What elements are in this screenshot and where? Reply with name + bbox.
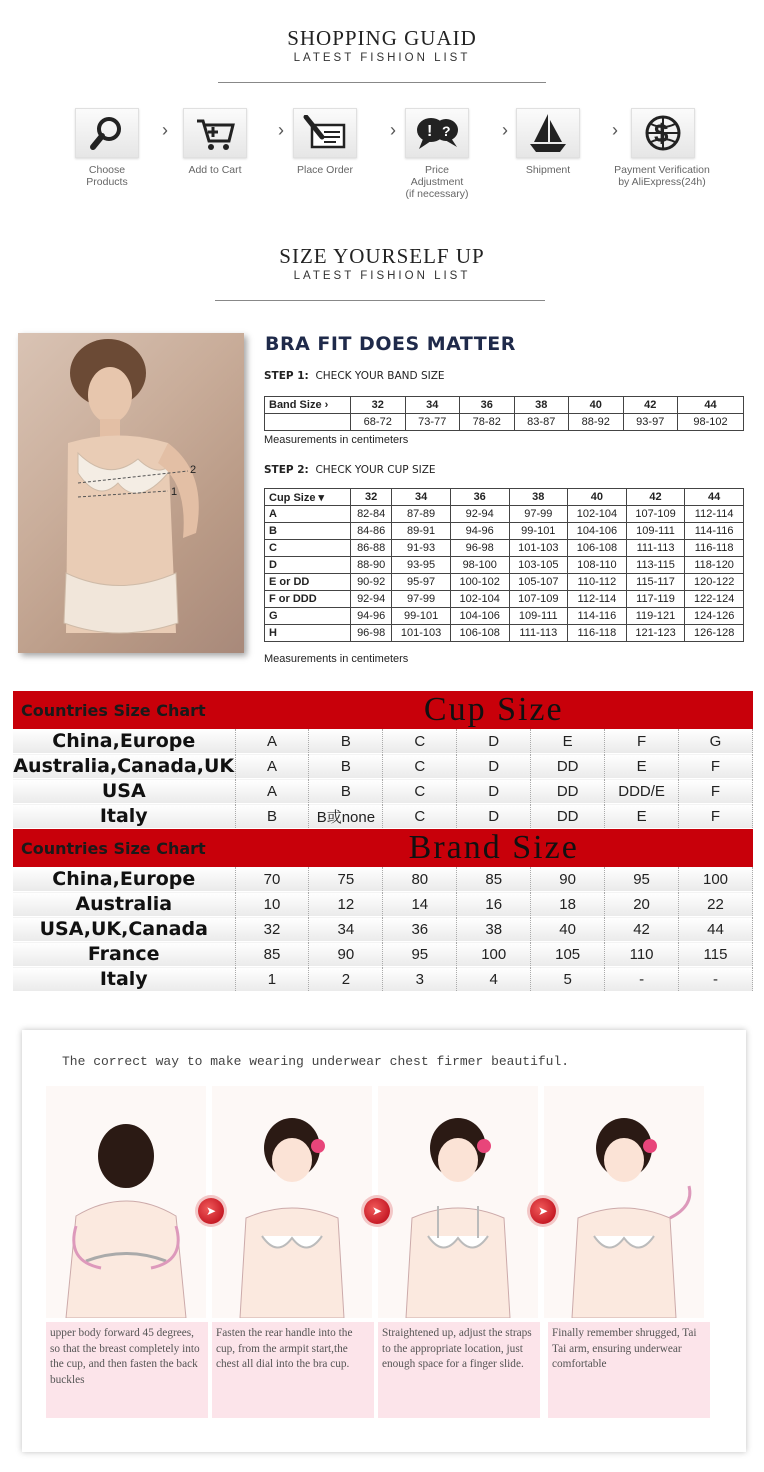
cup-cell: 101-103 (509, 540, 568, 557)
cup-cell: 113-115 (626, 557, 685, 574)
table-cell: B (235, 804, 309, 829)
table-cell: 34 (309, 917, 383, 942)
table-cell: E (605, 754, 679, 779)
cup-size-header (13, 691, 753, 729)
band-size-cell: 34 (405, 397, 460, 414)
table-row (13, 779, 753, 804)
country-name: USA,UK,Canada (13, 917, 235, 942)
band-size-cell: 36 (450, 489, 509, 506)
chevron-right-icon: › (612, 120, 618, 140)
dollar-globe-icon (631, 108, 695, 158)
table-cell: C (383, 729, 457, 754)
cup-cell: 122-124 (685, 591, 744, 608)
cup-cell: 94-96 (351, 608, 392, 625)
size-section-subtitle: LATEST FISHION LIST (293, 270, 471, 282)
next-step-icon: ➤ (364, 1198, 390, 1224)
cup-cell: 107-109 (626, 506, 685, 523)
table-cell: 105 (531, 942, 605, 967)
svg-text:?: ? (442, 123, 451, 139)
table-cell: A (235, 729, 309, 754)
cup-label: E or DD (265, 574, 351, 591)
step-add-to-cart (180, 108, 250, 176)
band-size-cell: 38 (514, 397, 569, 414)
step-label: Price Adjustment (410, 164, 464, 188)
table-cell: 44 (679, 917, 753, 942)
table-cell: B或none (309, 804, 383, 829)
table-row (13, 804, 753, 829)
cup-cell: 118-120 (685, 557, 744, 574)
step2-text: CHECK YOUR CUP SIZE (315, 464, 436, 476)
order-form-icon (293, 108, 357, 158)
table-row (13, 942, 753, 967)
table-cell: 12 (309, 892, 383, 917)
table-cell: A (235, 754, 309, 779)
table-cell: 90 (309, 942, 383, 967)
band-size-row (265, 397, 744, 414)
shopping-guide-header (0, 26, 764, 64)
table-cell: - (679, 967, 753, 992)
cup-cell: 99-101 (509, 523, 568, 540)
cup-cell: 87-89 (392, 506, 451, 523)
table-cell: C (383, 804, 457, 829)
instruction-caption-2: Fasten the rear handle into the cup, from the armpit start,the chest all dial into the bra cup. (212, 1322, 374, 1418)
cup-row (265, 523, 744, 540)
table-row (13, 729, 753, 754)
wearing-instructions (22, 1030, 746, 1452)
country-name: Italy (13, 967, 235, 992)
cup-cell: 104-106 (450, 608, 509, 625)
cup-cell: 114-116 (568, 608, 627, 625)
cup-cell: 86-88 (351, 540, 392, 557)
cup-size-header-row (265, 489, 744, 506)
cup-cell: 99-101 (392, 608, 451, 625)
cart-icon (183, 108, 247, 158)
table-cell: 85 (235, 942, 309, 967)
shopping-guide-title: SHOPPING GUAID (287, 26, 477, 50)
country-name: France (13, 942, 235, 967)
cup-cell: 89-91 (392, 523, 451, 540)
cup-cell: 97-99 (509, 506, 568, 523)
table-row (13, 967, 753, 992)
bra-fit-title: BRA FIT DOES MATTER (265, 333, 516, 355)
step-place-order (290, 108, 360, 176)
divider (215, 300, 545, 301)
countries-size-chart (13, 691, 753, 992)
countries-chart-label: Countries Size Chart (13, 691, 235, 729)
cup-cell: 115-117 (626, 574, 685, 591)
svg-text:$: $ (654, 118, 669, 148)
table-row (13, 754, 753, 779)
table-row (13, 892, 753, 917)
band-size-cell: 40 (568, 489, 627, 506)
band-cm-row (265, 414, 744, 431)
table-cell: D (457, 779, 531, 804)
step-price-adjustment (402, 108, 472, 200)
table-cell: B (309, 779, 383, 804)
cup-cell: 107-109 (509, 591, 568, 608)
chevron-right-icon: › (162, 120, 168, 140)
cup-cell: 106-108 (568, 540, 627, 557)
table-cell: 42 (605, 917, 679, 942)
cup-cell: 105-107 (509, 574, 568, 591)
step1-heading (264, 370, 445, 382)
cup-cell: 98-100 (450, 557, 509, 574)
cup-cell: 101-103 (392, 625, 451, 642)
country-name: China,Europe (13, 867, 235, 892)
table-cell: 95 (605, 867, 679, 892)
step1-prefix: STEP 1: (264, 370, 309, 382)
chevron-right-icon: › (278, 120, 284, 140)
cup-row (265, 608, 744, 625)
band-cm-cell: 98-102 (678, 414, 744, 431)
band-cm-cell: 93-97 (623, 414, 678, 431)
cup-cell: 102-104 (450, 591, 509, 608)
cup-row (265, 591, 744, 608)
cup-cell: 96-98 (351, 625, 392, 642)
cup-cell: 92-94 (450, 506, 509, 523)
country-name: Italy (13, 804, 235, 829)
instructions-title: The correct way to make wearing underwear chest firmer beautiful. (62, 1054, 570, 1069)
table-cell: 80 (383, 867, 457, 892)
cup-cell: 111-113 (626, 540, 685, 557)
table-cell: F (679, 754, 753, 779)
table-cell: D (457, 729, 531, 754)
cup-row (265, 557, 744, 574)
step-label: Place Order (296, 164, 354, 176)
next-step-icon: ➤ (530, 1198, 556, 1224)
step-label-note: by AliExpress(24h) (618, 176, 706, 188)
cup-row (265, 625, 744, 642)
step-illustration-1 (46, 1086, 206, 1318)
cup-cell: 112-114 (685, 506, 744, 523)
cup-cell: 106-108 (450, 625, 509, 642)
cup-cell: 88-90 (351, 557, 392, 574)
table-cell: A (235, 779, 309, 804)
cup-label: G (265, 608, 351, 625)
step-illustration-4 (544, 1086, 704, 1318)
magnifier-icon (75, 108, 139, 158)
table-cell: F (605, 729, 679, 754)
table-cell: DD (531, 754, 605, 779)
table-cell: 36 (383, 917, 457, 942)
table-cell: 5 (531, 967, 605, 992)
band-size-cell: 32 (351, 489, 392, 506)
step-label: Shipment (525, 164, 571, 176)
table-cell: 2 (309, 967, 383, 992)
table-cell: F (679, 804, 753, 829)
step-label: Choose Products (86, 164, 128, 188)
countries-chart-label: Countries Size Chart (13, 829, 235, 868)
band-size-cell: 44 (685, 489, 744, 506)
step1-text: CHECK YOUR BAND SIZE (315, 370, 445, 382)
table-row (13, 867, 753, 892)
cup-cell: 92-94 (351, 591, 392, 608)
cup-cell: 112-114 (568, 591, 627, 608)
table-cell: DDD/E (605, 779, 679, 804)
cup-row (265, 540, 744, 557)
band-cm-cell: 88-92 (569, 414, 624, 431)
step2-heading (264, 464, 436, 476)
cup-cell: 84-86 (351, 523, 392, 540)
chevron-right-icon: › (502, 120, 508, 140)
divider (218, 82, 546, 83)
band-size-cell: 32 (351, 397, 406, 414)
band-size-cell: 42 (623, 397, 678, 414)
table-cell: DD (531, 804, 605, 829)
table-cell: 100 (679, 867, 753, 892)
photo-mark-1: 1 (171, 486, 178, 498)
table-cell: C (383, 779, 457, 804)
chat-bubbles-icon (405, 108, 469, 158)
band-size-cell: 36 (460, 397, 515, 414)
table-cell: DD (531, 779, 605, 804)
table-cell: C (383, 754, 457, 779)
table-cell: - (605, 967, 679, 992)
band-size-cell: 42 (626, 489, 685, 506)
ship-icon (516, 108, 580, 158)
band-cm-cell: 78-82 (460, 414, 515, 431)
table-cell: 115 (679, 942, 753, 967)
cup-cell: 120-122 (685, 574, 744, 591)
table-cell: 22 (679, 892, 753, 917)
cup-cell: 103-105 (509, 557, 568, 574)
cup-cell: 126-128 (685, 625, 744, 642)
table-cell: 16 (457, 892, 531, 917)
next-step-icon: ➤ (198, 1198, 224, 1224)
band-cm-cell: 83-87 (514, 414, 569, 431)
cup-cell: 91-93 (392, 540, 451, 557)
table-cell: E (531, 729, 605, 754)
band-size-label: Band Size › (265, 397, 351, 414)
cup-cell: 116-118 (568, 625, 627, 642)
step-label: Add to Cart (188, 164, 242, 176)
country-name: China,Europe (13, 729, 235, 754)
table-cell: 75 (309, 867, 383, 892)
cup-cell: 82-84 (351, 506, 392, 523)
chevron-right-icon: › (390, 120, 396, 140)
cup-cell: 111-113 (509, 625, 568, 642)
table-cell: 18 (531, 892, 605, 917)
cup-cell: 109-111 (509, 608, 568, 625)
cup-size-table (264, 488, 744, 642)
size-section-header (0, 244, 764, 282)
cup-cell: 108-110 (568, 557, 627, 574)
cup-label: C (265, 540, 351, 557)
measurement-note: Measurements in centimeters (264, 434, 409, 446)
band-size-cell: 38 (509, 489, 568, 506)
cup-cell: 102-104 (568, 506, 627, 523)
cup-cell: 116-118 (685, 540, 744, 557)
cup-cell: 117-119 (626, 591, 685, 608)
table-cell: 40 (531, 917, 605, 942)
step-payment-verification (614, 108, 710, 188)
table-row (13, 917, 753, 942)
size-section-title: SIZE YOURSELF UP (279, 244, 485, 268)
country-name: Australia,Canada,UK (13, 755, 235, 777)
table-cell: 10 (235, 892, 309, 917)
table-cell: 32 (235, 917, 309, 942)
table-cell: B (309, 754, 383, 779)
table-cell: 4 (457, 967, 531, 992)
band-size-cell: 34 (392, 489, 451, 506)
shopping-steps (0, 108, 764, 198)
shopping-guide-subtitle: LATEST FISHION LIST (293, 52, 471, 64)
table-cell: 3 (383, 967, 457, 992)
step-choose-products (72, 108, 142, 188)
instruction-caption-3: Straightened up, adjust the straps to the appropriate location, just enough space for a finger slide. (378, 1322, 540, 1418)
cup-cell: 104-106 (568, 523, 627, 540)
band-size-table (264, 396, 744, 431)
cup-cell: 121-123 (626, 625, 685, 642)
table-cell: F (679, 779, 753, 804)
table-cell: E (605, 804, 679, 829)
cup-label: D (265, 557, 351, 574)
cup-cell: 96-98 (450, 540, 509, 557)
cup-label: H (265, 625, 351, 642)
brand-size-header (13, 829, 753, 868)
cup-row (265, 574, 744, 591)
cup-cell: 90-92 (351, 574, 392, 591)
cup-cell: 95-97 (392, 574, 451, 591)
table-cell: 90 (531, 867, 605, 892)
cup-row (265, 506, 744, 523)
table-cell: 38 (457, 917, 531, 942)
cup-cell: 97-99 (392, 591, 451, 608)
cup-size-title: Cup Size (235, 691, 753, 729)
svg-text:!: ! (427, 123, 433, 140)
band-cm-cell: 73-77 (405, 414, 460, 431)
table-cell: 100 (457, 942, 531, 967)
cup-label: A (265, 506, 351, 523)
table-cell: 70 (235, 867, 309, 892)
table-cell: 20 (605, 892, 679, 917)
cup-label: F or DDD (265, 591, 351, 608)
step-shipment (513, 108, 583, 176)
step-label: Payment Verification (614, 164, 710, 176)
step-label-note: (if necessary) (405, 188, 469, 200)
instruction-caption-4: Finally remember shrugged, Tai Tai arm, ensuring underwear comfortable (548, 1322, 710, 1418)
instruction-caption-1: upper body forward 45 degrees, so that the breast completely into the cup, and then fasten the back buckles (46, 1322, 208, 1418)
band-cm-cell: 68-72 (351, 414, 406, 431)
cup-cell: 94-96 (450, 523, 509, 540)
cup-cell: 93-95 (392, 557, 451, 574)
photo-mark-2: 2 (190, 464, 197, 476)
table-cell: 14 (383, 892, 457, 917)
cup-cell: 114-116 (685, 523, 744, 540)
table-cell: D (457, 804, 531, 829)
measurement-note: Measurements in centimeters (264, 653, 409, 665)
cup-label: B (265, 523, 351, 540)
table-cell: G (679, 729, 753, 754)
table-cell: 110 (605, 942, 679, 967)
table-cell: 1 (235, 967, 309, 992)
brand-size-title: Brand Size (235, 829, 753, 868)
cup-cell: 119-121 (626, 608, 685, 625)
table-cell: D (457, 754, 531, 779)
band-size-cell: 44 (678, 397, 744, 414)
step-illustration-2 (212, 1086, 372, 1318)
cup-size-label: Cup Size ▾ (265, 489, 351, 506)
cup-cell: 110-112 (568, 574, 627, 591)
cup-cell: 100-102 (450, 574, 509, 591)
cup-cell: 124-126 (685, 608, 744, 625)
country-name: USA (13, 779, 235, 804)
band-size-cell: 40 (569, 397, 624, 414)
step2-prefix: STEP 2: (264, 464, 309, 476)
country-name: Australia (13, 892, 235, 917)
table-cell: 85 (457, 867, 531, 892)
cup-cell: 109-111 (626, 523, 685, 540)
step-illustration-3 (378, 1086, 538, 1318)
table-cell: 95 (383, 942, 457, 967)
model-photo (18, 333, 244, 653)
table-cell: B (309, 729, 383, 754)
